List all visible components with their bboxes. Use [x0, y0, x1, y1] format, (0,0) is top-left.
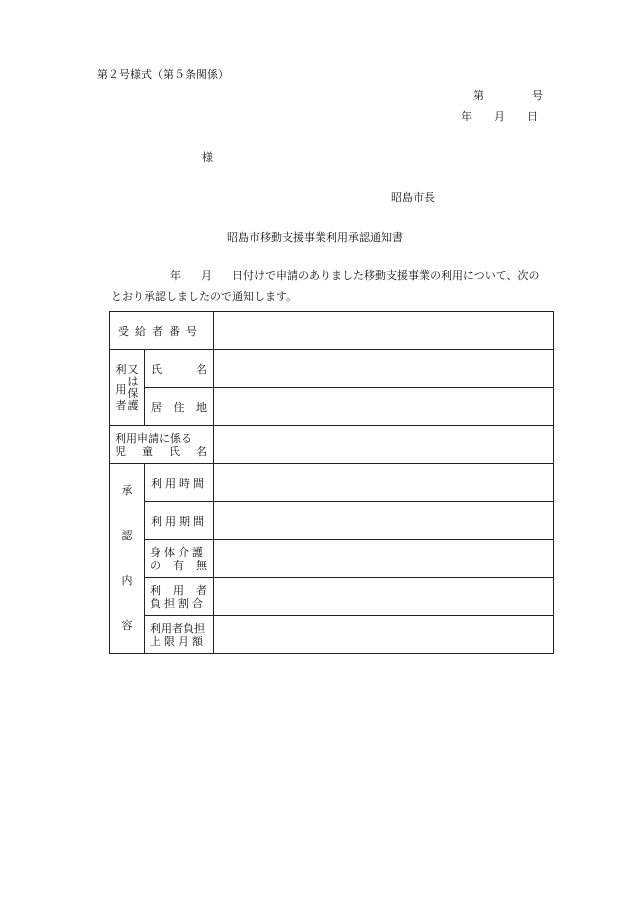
address-value	[214, 388, 554, 426]
user-char: 者	[115, 398, 127, 412]
body-text-line1	[170, 267, 540, 283]
date-year: 年	[461, 110, 472, 123]
child-name-value	[214, 426, 554, 464]
usage-hours-value	[214, 464, 554, 502]
approval-char: 容	[121, 619, 133, 632]
date-day: 日	[527, 110, 538, 123]
child-name-label	[110, 426, 214, 464]
doc-no-prefix: 第	[473, 89, 484, 102]
burden-limit-value	[214, 616, 554, 654]
child-char: 童	[142, 444, 153, 458]
child-char: 氏	[169, 444, 180, 458]
approval-content-group-label	[110, 464, 145, 654]
table-row	[110, 616, 554, 654]
table-row	[110, 540, 554, 578]
physical-care-char: 有	[173, 558, 184, 572]
user-char: 用	[115, 382, 127, 396]
table-row	[110, 464, 554, 502]
physical-care-label	[145, 540, 214, 578]
table-row	[110, 578, 554, 616]
address-label	[145, 388, 214, 426]
address-char: 地	[196, 400, 207, 414]
table-row	[110, 388, 554, 426]
burden-limit-line2: 上限月額	[150, 634, 206, 648]
user-burden-char: 用	[173, 583, 184, 597]
name-char: 名	[196, 362, 207, 376]
form-number-label: 第２号様式（第５条関係）	[97, 68, 229, 81]
recipient-number-value	[214, 312, 554, 350]
body-line1-rest: 日付けで申請のありました移動支援事業の利用について、次の	[232, 269, 540, 282]
table-row	[110, 426, 554, 464]
physical-care-line1: 身体介護	[150, 545, 206, 559]
body-year: 年	[170, 269, 181, 282]
burden-limit-label	[145, 616, 214, 654]
physical-care-char: 無	[196, 558, 207, 572]
burden-limit-line1: 利用者負担	[150, 621, 205, 635]
address-char: 居	[151, 400, 162, 414]
issuer-name: 昭島市長	[391, 191, 435, 204]
name-char: 氏	[151, 362, 162, 376]
name-value	[214, 350, 554, 388]
child-char: 名	[196, 444, 207, 458]
guardian-char: 護	[127, 398, 139, 412]
name-label	[145, 350, 214, 388]
user-burden-char: 利	[150, 583, 161, 597]
document-title: 昭島市移動支援事業利用承認通知書	[227, 231, 403, 244]
addressee-honorific: 様	[202, 151, 213, 164]
body-month: 月	[201, 269, 212, 282]
user-burden-ratio-label	[145, 578, 214, 616]
table-row	[110, 350, 554, 388]
date-month: 月	[494, 110, 505, 123]
guardian-char: 又	[127, 362, 139, 376]
physical-care-char: の	[150, 558, 161, 572]
address-char: 住	[173, 400, 185, 414]
document-date	[461, 108, 538, 124]
usage-period-value	[214, 502, 554, 540]
physical-care-value	[214, 540, 554, 578]
child-name-line1: 利用申請に係る	[115, 431, 192, 445]
approval-char: 認	[121, 529, 133, 542]
usage-period-label: 利用期間	[145, 502, 214, 540]
table-row	[110, 502, 554, 540]
doc-no-suffix: 号	[532, 89, 543, 102]
user-burden-line2: 負担割合	[150, 596, 206, 610]
user-char: 利	[115, 362, 127, 376]
table-row	[110, 312, 554, 350]
child-char: 児	[115, 444, 126, 458]
guardian-char: は	[127, 374, 139, 388]
body-text-line2: とおり承認しましたので通知します。	[111, 290, 298, 303]
user-guardian-group-label	[110, 350, 145, 426]
user-burden-ratio-value	[214, 578, 554, 616]
user-burden-char: 者	[196, 583, 207, 597]
approval-char: 承	[121, 484, 133, 497]
approval-details-table	[109, 311, 554, 654]
guardian-char: 保	[127, 386, 139, 400]
recipient-number-label: 受給者番号	[110, 312, 214, 350]
approval-char: 内	[121, 574, 133, 587]
usage-hours-label: 利用時間	[145, 464, 214, 502]
document-number	[473, 87, 543, 103]
